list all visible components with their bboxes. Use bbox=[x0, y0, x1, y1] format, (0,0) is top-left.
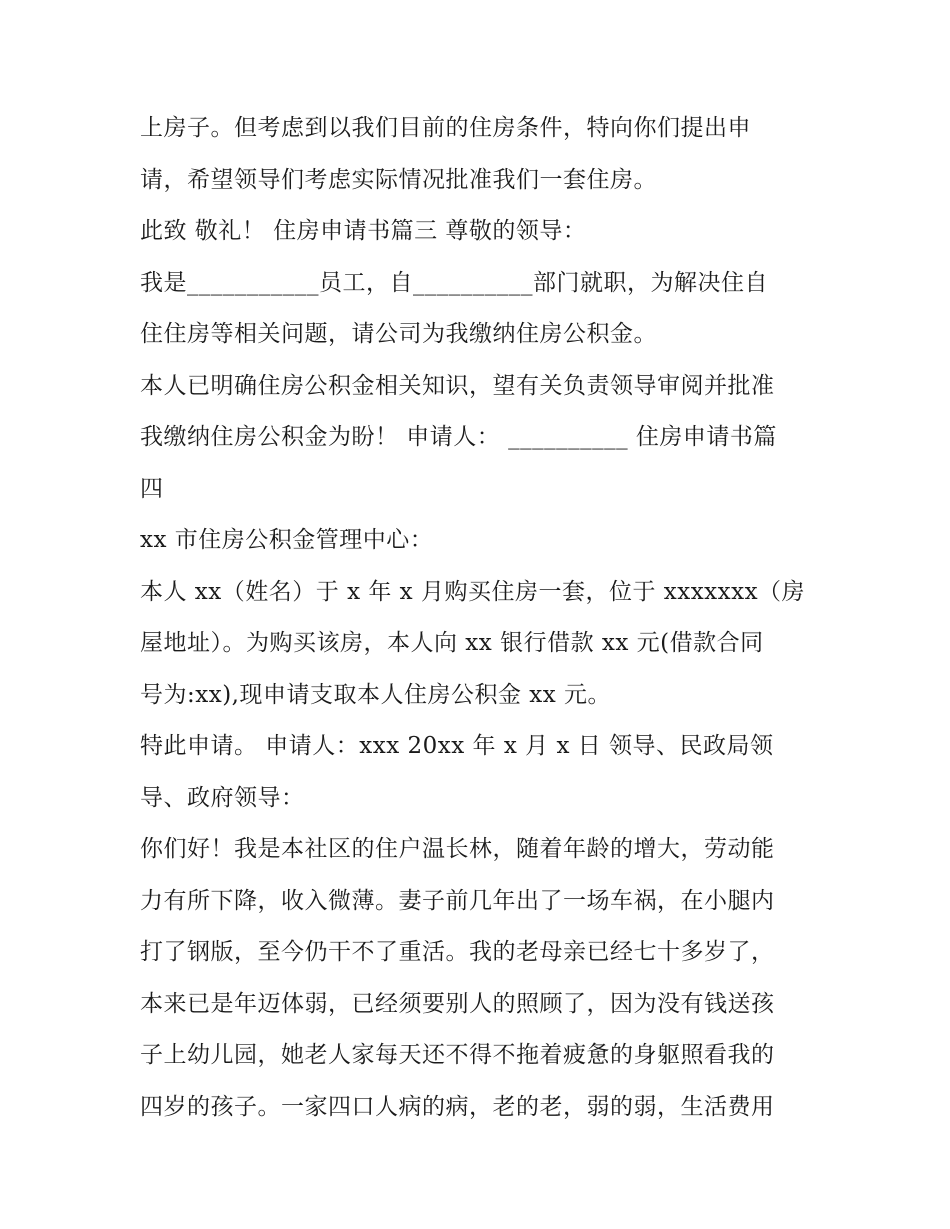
text-line: 屋地址）。为购买该房，本人向 xx 银行借款 xx 元(借款合同 bbox=[140, 630, 764, 656]
text-line: 住住房等相关问题，请公司为我缴纳住房公积金。 bbox=[140, 321, 657, 347]
text-line: 此致 敬礼！ 住房申请书篇三 尊敬的领导： bbox=[140, 218, 587, 244]
text-line: 本人 xx（姓名）于 x 年 x 月购买住房一套，位于 xxxxxxx（房 bbox=[140, 578, 806, 605]
text-line: 四 bbox=[140, 475, 164, 502]
text-line: 导、政府领导： bbox=[140, 784, 305, 811]
text-line: xx 市住房公积金管理中心： bbox=[140, 527, 434, 553]
text-line: 请，希望领导们考虑实际情况批准我们一套住房。 bbox=[140, 166, 657, 193]
text-line: 上房子。但考虑到以我们目前的住房条件，特向你们提出申 bbox=[140, 115, 751, 141]
text-line: 你们好！我是本社区的住户温长林，随着年龄的增大，劳动能 bbox=[140, 836, 775, 862]
text-line: 本人已明确住房公积金相关知识，望有关负责领导审阅并批准 bbox=[140, 372, 775, 399]
text-line: 我缴纳住房公积金为盼！ 申请人： __________ 住房申请书篇 bbox=[140, 424, 777, 450]
text-line: 特此申请。 申请人：xxx 20xx 年 x 月 x 日 领导、民政局领 bbox=[140, 733, 774, 759]
text-line: 子上幼儿园，她老人家每天还不得不拖着疲惫的身躯照看我的 bbox=[140, 1042, 775, 1068]
text-line: 力有所下降，收入微薄。妻子前几年出了一场车祸，在小腿内 bbox=[140, 887, 775, 914]
text-line: 我是___________员工，自__________部门就职，为解决住自 bbox=[140, 269, 768, 296]
text-line: 打了钢版，至今仍干不了重活。我的老母亲已经七十多岁了， bbox=[140, 939, 775, 965]
document-body bbox=[140, 103, 820, 1133]
text-line: 本来已是年迈体弱，已经须要别人的照顾了，因为没有钱送孩 bbox=[140, 990, 775, 1017]
text-line: 号为:xx),现申请支取本人住房公积金 xx 元。 bbox=[140, 681, 612, 708]
text-line: 四岁的孩子。一家四口人病的病，老的老，弱的弱，生活费用 bbox=[140, 1093, 775, 1120]
